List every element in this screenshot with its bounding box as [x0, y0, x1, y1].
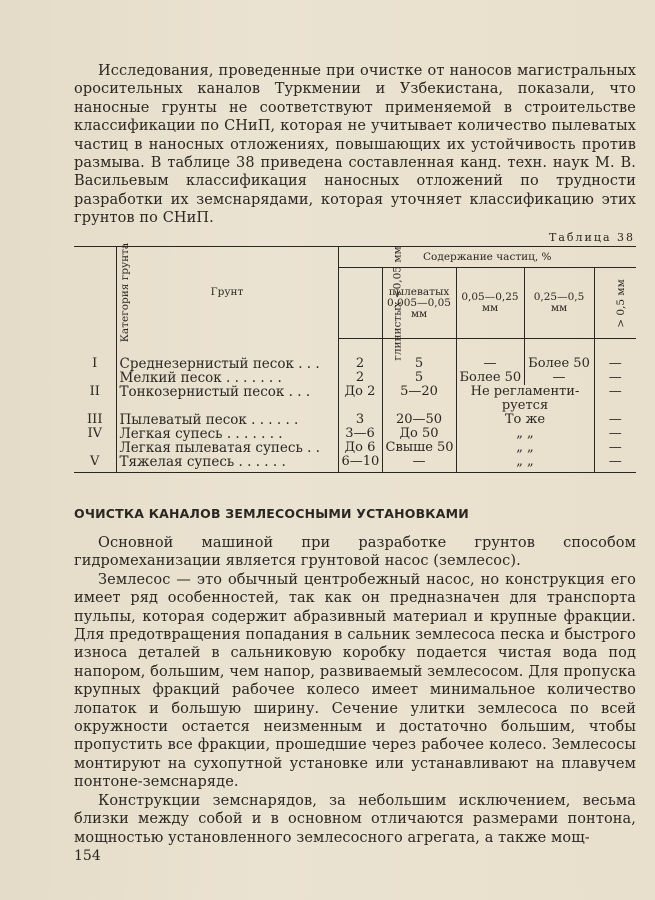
header-fine: 0,05—0,25 мм — [456, 268, 524, 339]
table-row — [74, 413, 636, 427]
cell-category — [74, 399, 116, 413]
cell-silt: 5 — [382, 371, 456, 385]
table-caption: Таблица 38 — [549, 231, 635, 244]
cell-fine-medium: „ „ — [456, 427, 594, 441]
table-row — [74, 441, 636, 455]
cell-fine-medium: „ „ — [456, 441, 594, 455]
cell-soil: Легкая супесь . . . . . . . — [116, 427, 338, 441]
cell-clay — [338, 399, 382, 413]
cell-medium: Более 50 — [524, 339, 594, 372]
table-row — [74, 399, 636, 413]
cell-fine-medium: То же — [456, 413, 594, 427]
table-row — [74, 371, 636, 385]
cell-soil: Легкая пылеватая супесь . . — [116, 441, 338, 455]
cell-silt — [382, 399, 456, 413]
header-coarse-label: > 0,5 мм — [614, 278, 627, 328]
cell-category: V — [74, 455, 116, 473]
cell-silt: До 50 — [382, 427, 456, 441]
header-category-label: Категория грунта — [119, 243, 132, 343]
cell-fine: — — [456, 339, 524, 372]
cell-category: III — [87, 412, 103, 427]
soil-classification-table — [74, 243, 636, 473]
cell-soil: Среднезернистый песок . . . — [116, 339, 338, 372]
cell-coarse: — — [594, 371, 636, 385]
cell-coarse: — — [594, 441, 636, 455]
table-row — [74, 339, 636, 372]
table-row — [74, 385, 636, 399]
cell-coarse — [594, 399, 636, 413]
cell-fine-medium: руется — [456, 399, 594, 413]
header-content-group: Содержание частиц, % — [338, 247, 636, 268]
cell-silt: 5—20 — [382, 385, 456, 399]
cell-category — [74, 371, 116, 385]
cell-soil: Мелкий песок . . . . . . . — [116, 371, 338, 385]
header-clay-label: глинистых <0,05 мм — [391, 245, 404, 361]
cell-coarse: — — [594, 427, 636, 441]
header-medium: 0,25—0,5 мм — [524, 268, 594, 339]
cell-coarse: — — [594, 455, 636, 473]
body-paragraph: Конструкции земснарядов, за небольшим исключением, весьма близки между собой и в основном отличаются размерами понтона, мощностью установленного землесосного агрегата, а также мощ- — [74, 792, 636, 846]
cell-silt: Свыше 50 — [382, 441, 456, 455]
cell-coarse: — — [594, 385, 636, 399]
table-row — [74, 455, 636, 473]
cell-coarse: — — [594, 413, 636, 427]
cell-fine: Более 50 — [456, 371, 524, 385]
cell-category: I — [92, 355, 98, 371]
cell-clay: 2 — [338, 371, 382, 385]
cell-clay: До 6 — [338, 441, 382, 455]
cell-clay: 3—6 — [338, 427, 382, 441]
body-paragraph: Землесос — это обычный центробежный насос, но конструкция его имеет ряд особенностей, так как он предназначен для транспорта пульпы, которая содержит абразивный материал и крупные фракции. Для предотвращения попадания в сальник землесоса песка и быстрого износа деталей в сальниковую коробку подается чистая вода под напором, большим, чем напор, развиваемый землесосом. Для пропуска крупных фракций рабочее колесо имеет минимальное количество лопаток и большую ширину. Сечение улитки землесоса по всей окружности остается неизменным и достаточно большим, чтобы пропустить все фракции, прошедшие через рабочее колесо. Землесосы монтируют на сухопутной установке или устанавливают на плавучем понтоне-земснаряде. — [74, 571, 636, 791]
cell-category — [74, 441, 116, 455]
cell-medium: — — [524, 371, 594, 385]
body-section — [74, 534, 636, 847]
cell-fine-medium: Не регламенти- — [456, 385, 594, 399]
cell-soil: Пылеватый песок . . . . . . — [116, 413, 338, 427]
cell-silt: 20—50 — [382, 413, 456, 427]
cell-clay: До 2 — [338, 385, 382, 399]
header-clay — [338, 245, 404, 361]
cell-silt: — — [382, 455, 456, 473]
cell-soil: Тонкозернистый песок . . . — [116, 385, 338, 399]
cell-soil: Тяжелая супесь . . . . . . — [116, 455, 338, 473]
cell-fine-medium: „ „ — [456, 455, 594, 473]
header-category — [74, 243, 132, 343]
cell-clay: 2 — [338, 339, 382, 372]
cell-silt: 5 — [382, 339, 456, 372]
header-silt: пылеватых 0,005—0,05 мм — [382, 268, 456, 339]
cell-coarse: — — [594, 339, 636, 372]
page-number: 154 — [74, 848, 101, 864]
cell-category: II — [89, 384, 100, 399]
cell-clay: 3 — [338, 413, 382, 427]
section-heading: ОЧИСТКА КАНАЛОВ ЗЕМЛЕСОСНЫМИ УСТАНОВКАМИ — [74, 506, 469, 521]
body-paragraph: Основной машиной при разработке грунтов способом гидромеханизации является грунтовой насос (землесос). — [74, 535, 636, 570]
table-row — [74, 427, 636, 441]
cell-category: IV — [87, 426, 103, 441]
intro-paragraph: Исследования, проведенные при очистке от наносов магистральных оросительных каналов Туркмении и Узбекистана, показали, что наносные грунты не соответствуют применяемой в строительстве классификации по СНиП, которая не учитывает количество пылеватых частиц в наносных отложениях, повышающих их устойчивость против размыва. В таблице 38 приведена составленная канд. техн. наук М. В. Васильевым классификация наносных отложений по трудности разработки их земснарядами, которая уточняет классификацию этих грунтов по СНиП. — [74, 63, 636, 227]
header-coarse — [594, 268, 636, 339]
cell-clay: 6—10 — [338, 455, 382, 473]
intro-section — [74, 62, 636, 228]
header-soil: Грунт — [116, 247, 338, 339]
cell-soil — [116, 399, 338, 413]
